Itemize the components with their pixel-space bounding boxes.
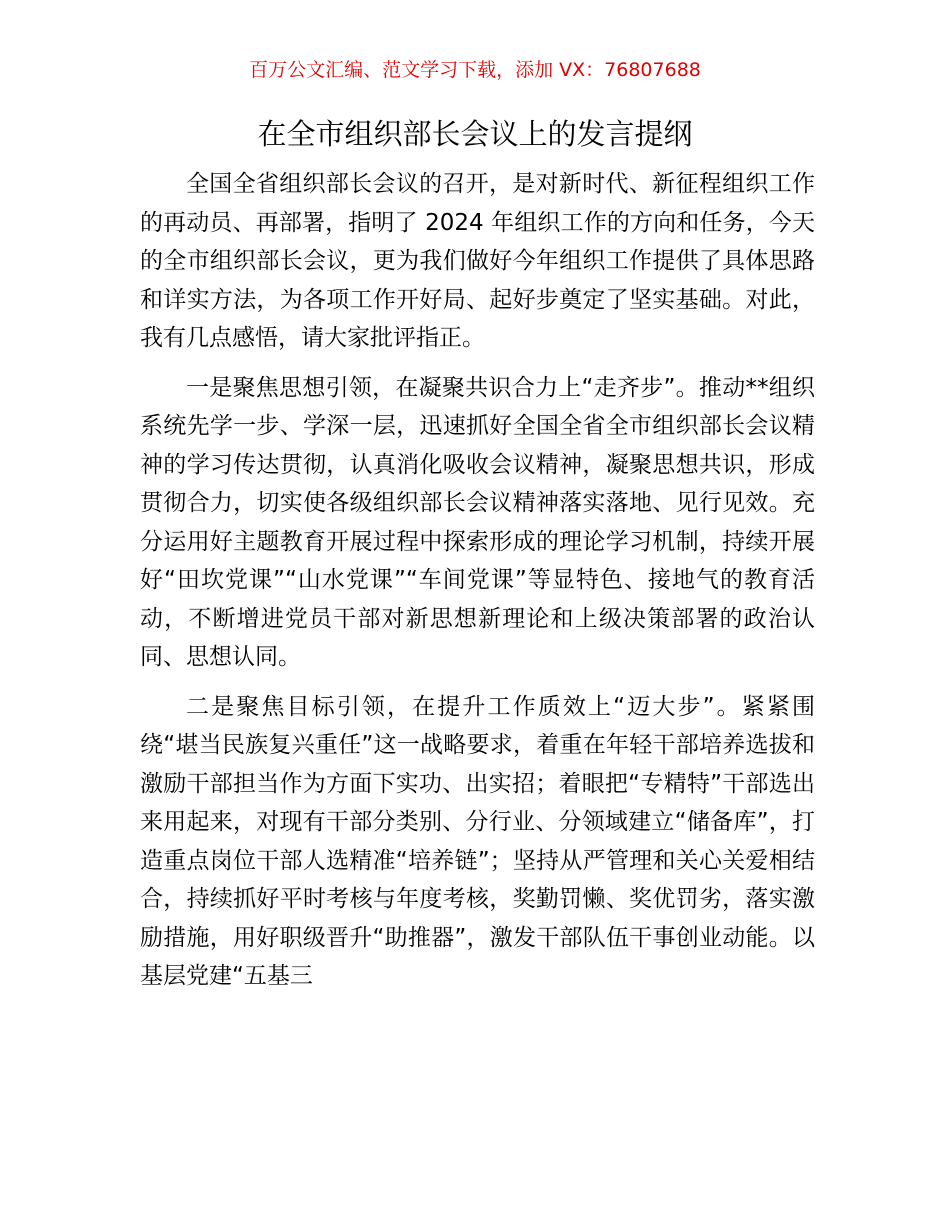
header-note: 百万公文汇编、范文学习下载，添加 VX：76807688 [249, 59, 701, 81]
document-body [140, 165, 815, 1007]
paragraph-point-two: 二是聚焦目标引领，在提升工作质效上“迈大步”。紧紧围绕“堪当民族复兴重任”这一战略要求，着重在年轻干部培养选拔和激励干部担当作为方面下实功、出实招；着眼把“专精特”干部选出来用起来，对现有干部分类别、分行业、分领域建立“储备库”，打造重点岗位干部人选精准“培养链”；坚持从严管理和关心关爱相结合，持续抓好平时考核与年度考核，奖勤罚懒、奖优罚劣，落实激励措施，用好职级晋升“助推器”，激发干部队伍干事创业动能。以基层党建“五基三 [140, 693, 815, 989]
paragraph-point-one: 一是聚焦思想引领，在凝聚共识合力上“走齐步”。推动**组织系统先学一步、学深一层，迅速抓好全国全省全市组织部长会议精神的学习传达贯彻，认真消化吸收会议精神，凝聚思想共识，形成贯彻合力，切实使各级组织部长会议精神落实落地、见行见效。充分运用好主题教育开展过程中探索形成的理论学习机制，持续开展好“田坎党课”“山水党课”“车间党课”等显特色、接地气的教育活动，不断增进党员干部对新思想新理论和上级决策部署的政治认同、思想认同。 [140, 374, 815, 670]
paragraph-intro: 全国全省组织部长会议的召开，是对新时代、新征程组织工作的再动员、再部署，指明了 2024 年组织工作的方向和任务，今天的全市组织部长会议，更为我们做好今年组织工作提供了具体思路和详实方法，为各项工作开好局、起好步奠定了坚实基础。对此，我有几点感悟，请大家批评指正。 [140, 171, 815, 351]
document-title: 在全市组织部长会议上的发言提纲 [257, 117, 693, 151]
